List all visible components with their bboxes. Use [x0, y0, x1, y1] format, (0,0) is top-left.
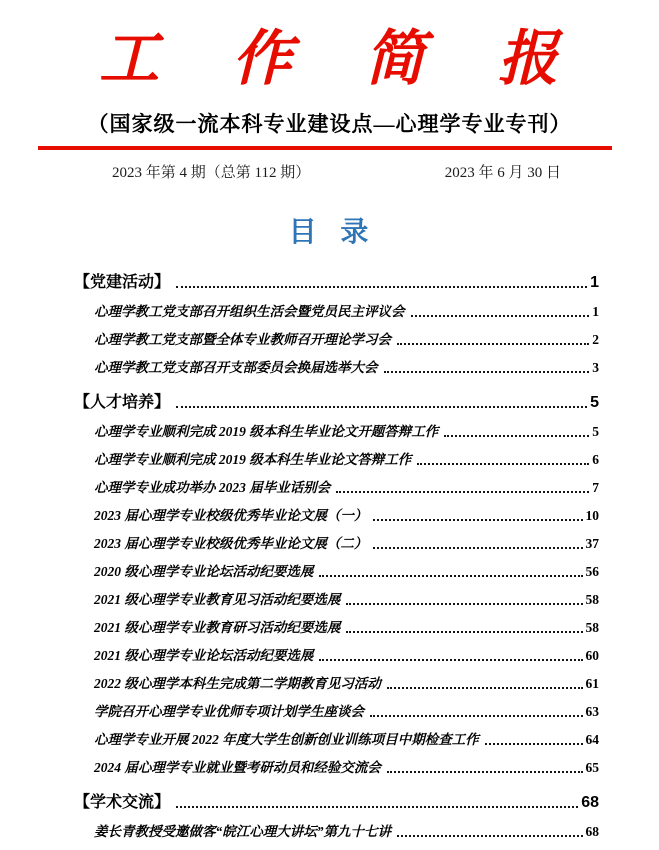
dot-leader — [485, 743, 583, 745]
toc-entry-row-page-number: 64 — [585, 732, 599, 747]
toc-entry-row-page-number: 58 — [585, 592, 599, 607]
toc-entry-row-label: 2023 届心理学专业校级优秀毕业论文展（二） — [94, 536, 368, 551]
toc-entry-row-label: 2024 届心理学专业就业暨考研动员和经验交流会 — [94, 760, 381, 775]
toc-entry-row[interactable] — [74, 756, 599, 776]
toc-entry-row-label: 学院召开心理学专业优师专项计划学生座谈会 — [94, 704, 364, 719]
dot-leader — [444, 435, 589, 437]
dot-leader — [319, 575, 582, 577]
toc-entry-row-page-number: 6 — [592, 452, 599, 467]
toc-entry-row-label: 2021 级心理学专业论坛活动纪要选展 — [94, 648, 314, 663]
toc-entry-row-label: 2022 级心理学本科生完成第二学期教育见习活动 — [94, 676, 381, 691]
toc-entry-row[interactable] — [74, 820, 599, 840]
dot-leader — [336, 491, 589, 493]
dot-leader — [397, 343, 589, 345]
toc-section-row[interactable] — [74, 269, 599, 292]
toc-entry-row[interactable] — [74, 644, 599, 664]
toc-section-row[interactable] — [74, 389, 599, 412]
dot-leader — [176, 406, 587, 408]
toc-entry-row-page-number: 5 — [592, 424, 599, 439]
toc-section-row-label: 【学术交流】 — [74, 794, 171, 811]
dot-leader — [346, 631, 582, 633]
bulletin-subtitle: （国家级一流本科专业建设点—心理学专业专刊） — [87, 112, 572, 136]
toc-entry-row-page-number: 58 — [585, 620, 599, 635]
toc-entry-row-label: 2021 级心理学专业教育研习活动纪要选展 — [94, 620, 341, 635]
issue-number: 2023 年第 4 期（总第 112 期） — [112, 165, 311, 181]
toc-entry-row-label: 2020 级心理学专业论坛活动纪要选展 — [94, 564, 314, 579]
dot-leader — [387, 687, 583, 689]
toc-entry-row[interactable] — [74, 448, 599, 468]
toc-entry-row[interactable] — [74, 588, 599, 608]
toc-entry-row-page-number: 65 — [585, 760, 599, 775]
toc-heading: 目 录 — [288, 216, 371, 247]
toc-entry-row-page-number: 3 — [592, 360, 599, 375]
toc-entry-row-label: 心理学专业顺利完成 2019 级本科生毕业论文答辩工作 — [94, 452, 412, 467]
dot-leader — [373, 519, 582, 521]
masthead — [0, 0, 659, 138]
dot-leader — [176, 286, 587, 288]
toc-entry-row-label: 心理学专业成功举办 2023 届毕业话别会 — [94, 480, 331, 495]
issue-date: 2023 年 6 月 30 日 — [444, 165, 561, 181]
toc-section-row-page-number: 5 — [590, 394, 599, 411]
toc-entry-row[interactable] — [74, 560, 599, 580]
toc-entry-row-page-number: 2 — [592, 332, 599, 347]
toc-entry-row[interactable] — [74, 700, 599, 720]
toc-entry-row-label: 心理学专业开展 2022 年度大学生创新创业训练项目中期检查工作 — [94, 732, 479, 747]
toc-entry-row-page-number: 68 — [585, 824, 599, 839]
toc-section-row-page-number: 1 — [590, 274, 599, 291]
toc-entry-row-page-number: 10 — [585, 508, 599, 523]
toc-entry-row[interactable] — [74, 532, 599, 552]
toc-entry-row[interactable] — [74, 356, 599, 376]
bulletin-title: 工 作 简 报 — [99, 24, 560, 94]
toc-section-row-label: 【人才培养】 — [74, 394, 171, 411]
dot-leader — [417, 463, 589, 465]
toc-entry-row-page-number: 61 — [585, 676, 599, 691]
toc-entry-row-page-number: 63 — [585, 704, 599, 719]
toc-entry-row-page-number: 37 — [585, 536, 599, 551]
dot-leader — [373, 547, 582, 549]
issue-line — [0, 150, 659, 182]
toc-entry-row[interactable] — [74, 300, 599, 320]
toc-entry-row-label: 心理学教工党支部召开组织生活会暨党员民主评议会 — [94, 304, 405, 319]
dot-leader — [176, 806, 578, 808]
dot-leader — [397, 835, 583, 837]
dot-leader — [384, 371, 590, 373]
toc-entry-row[interactable] — [74, 476, 599, 496]
toc-entry-row-label: 姜长青教授受邀做客“皖江心理大讲坛”第九十七讲 — [94, 824, 391, 839]
toc-section-row[interactable] — [74, 789, 599, 812]
dot-leader — [411, 315, 590, 317]
toc-entry-row-page-number: 1 — [592, 304, 599, 319]
dot-leader — [370, 715, 583, 717]
toc-entry-row[interactable] — [74, 420, 599, 440]
dot-leader — [319, 659, 582, 661]
toc-entry-row[interactable] — [74, 616, 599, 636]
dot-leader — [346, 603, 582, 605]
toc-entry-row[interactable] — [74, 728, 599, 748]
toc-entry-row-page-number: 60 — [585, 648, 599, 663]
dot-leader — [387, 771, 583, 773]
toc-entry-row-label: 2023 届心理学专业校级优秀毕业论文展（一） — [94, 508, 368, 523]
toc-entry-row-page-number: 7 — [592, 480, 599, 495]
toc-entry-row-label: 心理学教工党支部召开支部委员会换届选举大会 — [94, 360, 378, 375]
toc-entry-row[interactable] — [74, 504, 599, 524]
toc-section-row-page-number: 68 — [581, 794, 599, 811]
toc-section-row-label: 【党建活动】 — [74, 274, 171, 291]
toc-entry-row-label: 心理学教工党支部暨全体专业教师召开理论学习会 — [94, 332, 391, 347]
toc-entry-row[interactable] — [74, 672, 599, 692]
toc-entry-row[interactable] — [74, 328, 599, 348]
toc-entry-row-label: 心理学专业顺利完成 2019 级本科生毕业论文开题答辩工作 — [94, 424, 439, 439]
toc-entry-row-page-number: 56 — [585, 564, 599, 579]
toc-entry-row-label: 2021 级心理学专业教育见习活动纪要选展 — [94, 592, 341, 607]
table-of-contents — [0, 250, 659, 840]
